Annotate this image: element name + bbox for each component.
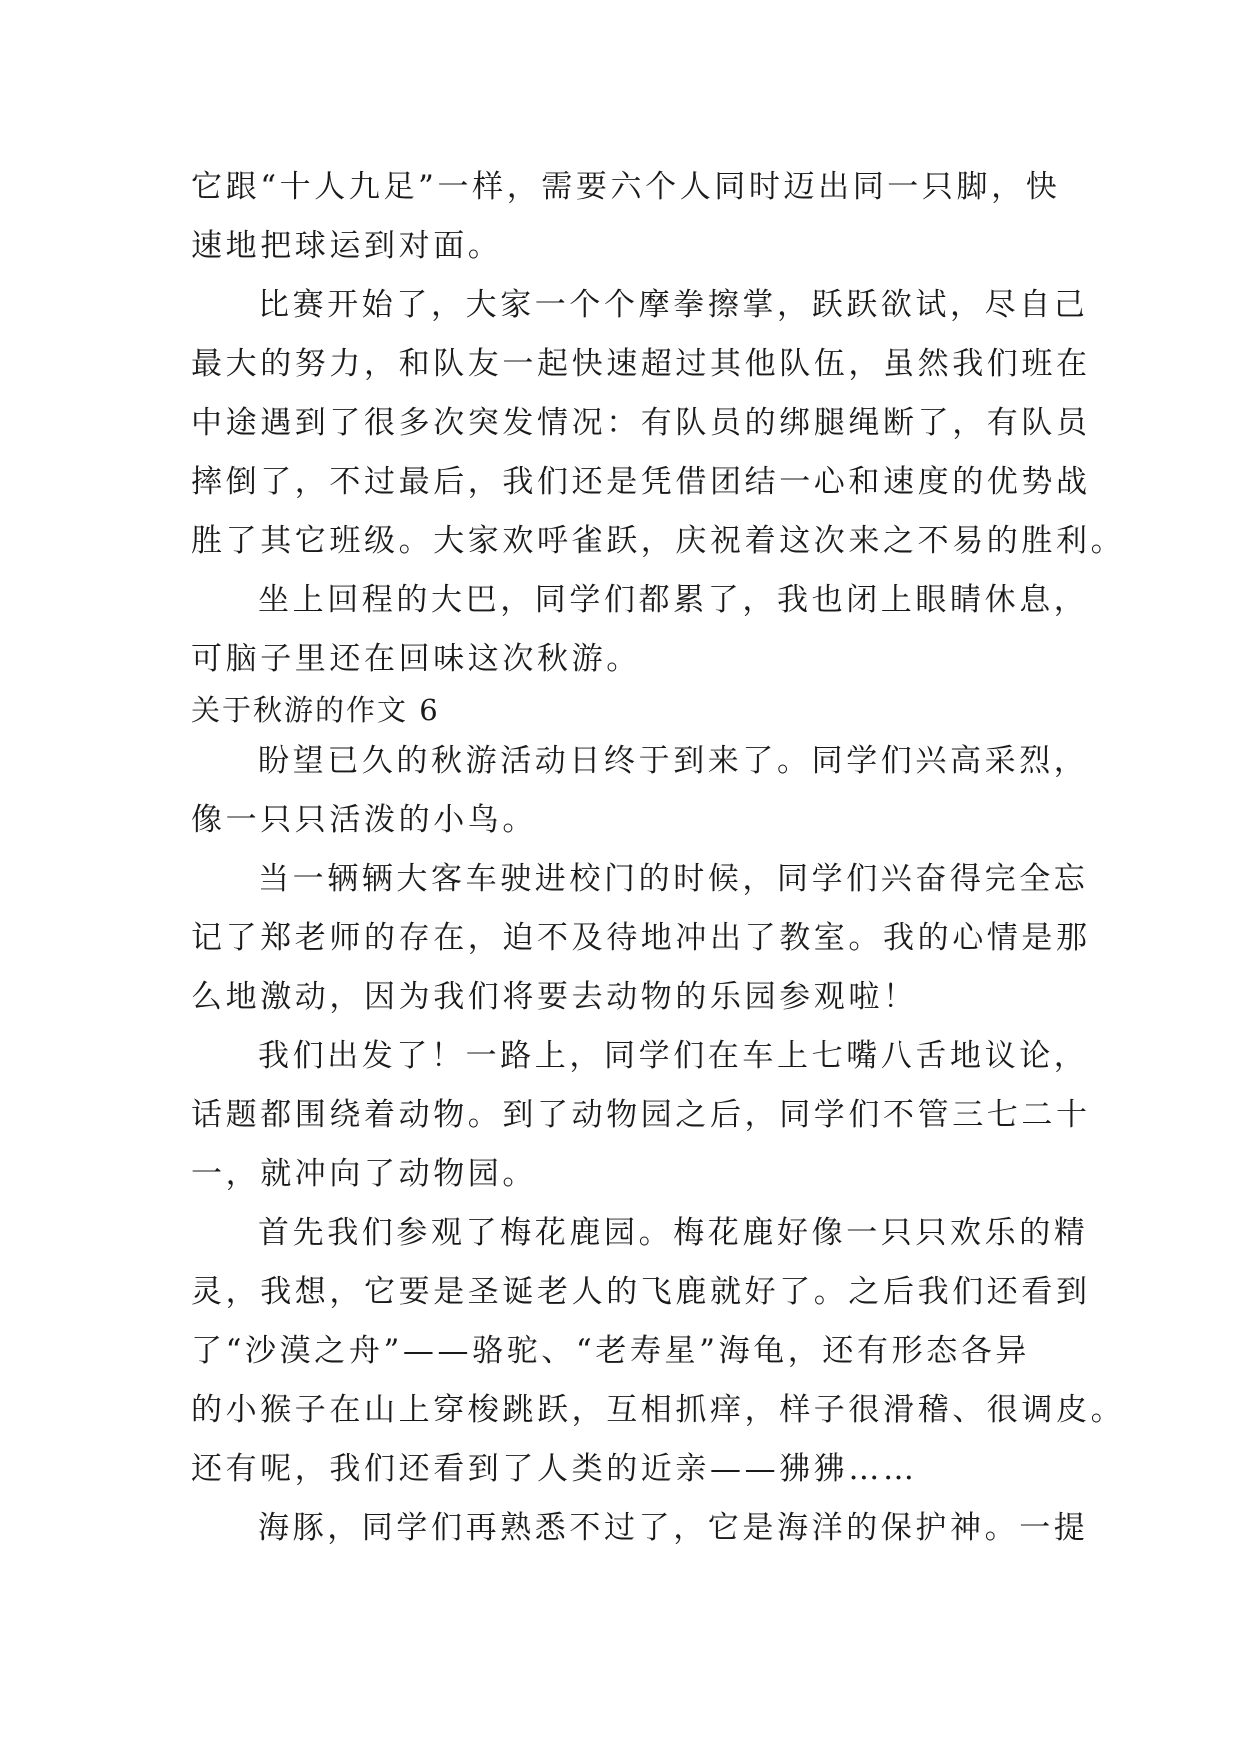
text-line: 么地激动，因为我们将要去动物的乐园参观啦！ xyxy=(191,979,918,1015)
text-line: 最大的努力，和队友一起快速超过其他队伍，虽然我们班在 xyxy=(191,346,1091,382)
paragraph-first-line: 当一辆辆大客车驶进校门的时候，同学们兴奋得完全忘 xyxy=(258,861,1089,897)
text-line: 像一只只活泼的小鸟。 xyxy=(191,802,537,838)
paragraph-first-line: 盼望已久的秋游活动日终于到来了。同学们兴高采烈， xyxy=(258,743,1089,779)
text-line: 灵，我想，它要是圣诞老人的飞鹿就好了。之后我们还看到 xyxy=(191,1274,1091,1310)
text-line: 还有呢，我们还看到了人类的近亲——狒狒…… xyxy=(191,1451,918,1487)
text-line: 可脑子里还在回味这次秋游。 xyxy=(191,641,641,677)
text-line: 记了郑老师的存在，迫不及待地冲出了教室。我的心情是那 xyxy=(191,920,1091,956)
text-line: 胜了其它班级。大家欢呼雀跃，庆祝着这次来之不易的胜利。 xyxy=(191,523,1126,559)
text-line: 中途遇到了很多次突发情况：有队员的绑腿绳断了，有队员 xyxy=(191,405,1091,441)
text-line: 的小猴子在山上穿梭跳跃，互相抓痒，样子很滑稽、很调皮。 xyxy=(191,1392,1126,1428)
paragraph-first-line: 我们出发了！一路上，同学们在车上七嘴八舌地议论， xyxy=(258,1038,1089,1074)
text-line: 一，就冲向了动物园。 xyxy=(191,1156,537,1192)
section-heading: 关于秋游的作文 6 xyxy=(191,693,440,727)
paragraph-first-line: 坐上回程的大巴，同学们都累了，我也闭上眼睛休息， xyxy=(258,582,1089,618)
paragraph-first-line: 首先我们参观了梅花鹿园。梅花鹿好像一只只欢乐的精 xyxy=(258,1215,1089,1251)
paragraph-first-line: 海豚，同学们再熟悉不过了，它是海洋的保护神。一提 xyxy=(258,1510,1089,1546)
text-line: 它跟“十人九足”一样，需要六个人同时迈出同一只脚，快 xyxy=(191,169,1061,205)
text-line: 速地把球运到对面。 xyxy=(191,228,503,264)
text-line: 摔倒了，不过最后，我们还是凭借团结一心和速度的优势战 xyxy=(191,464,1091,500)
text-line: 话题都围绕着动物。到了动物园之后，同学们不管三七二十 xyxy=(191,1097,1091,1133)
paragraph-first-line: 比赛开始了，大家一个个摩拳擦掌，跃跃欲试，尽自己 xyxy=(258,287,1089,323)
text-line: 了“沙漠之舟”——骆驼、“老寿星”海龟，还有形态各异 xyxy=(191,1333,1030,1369)
